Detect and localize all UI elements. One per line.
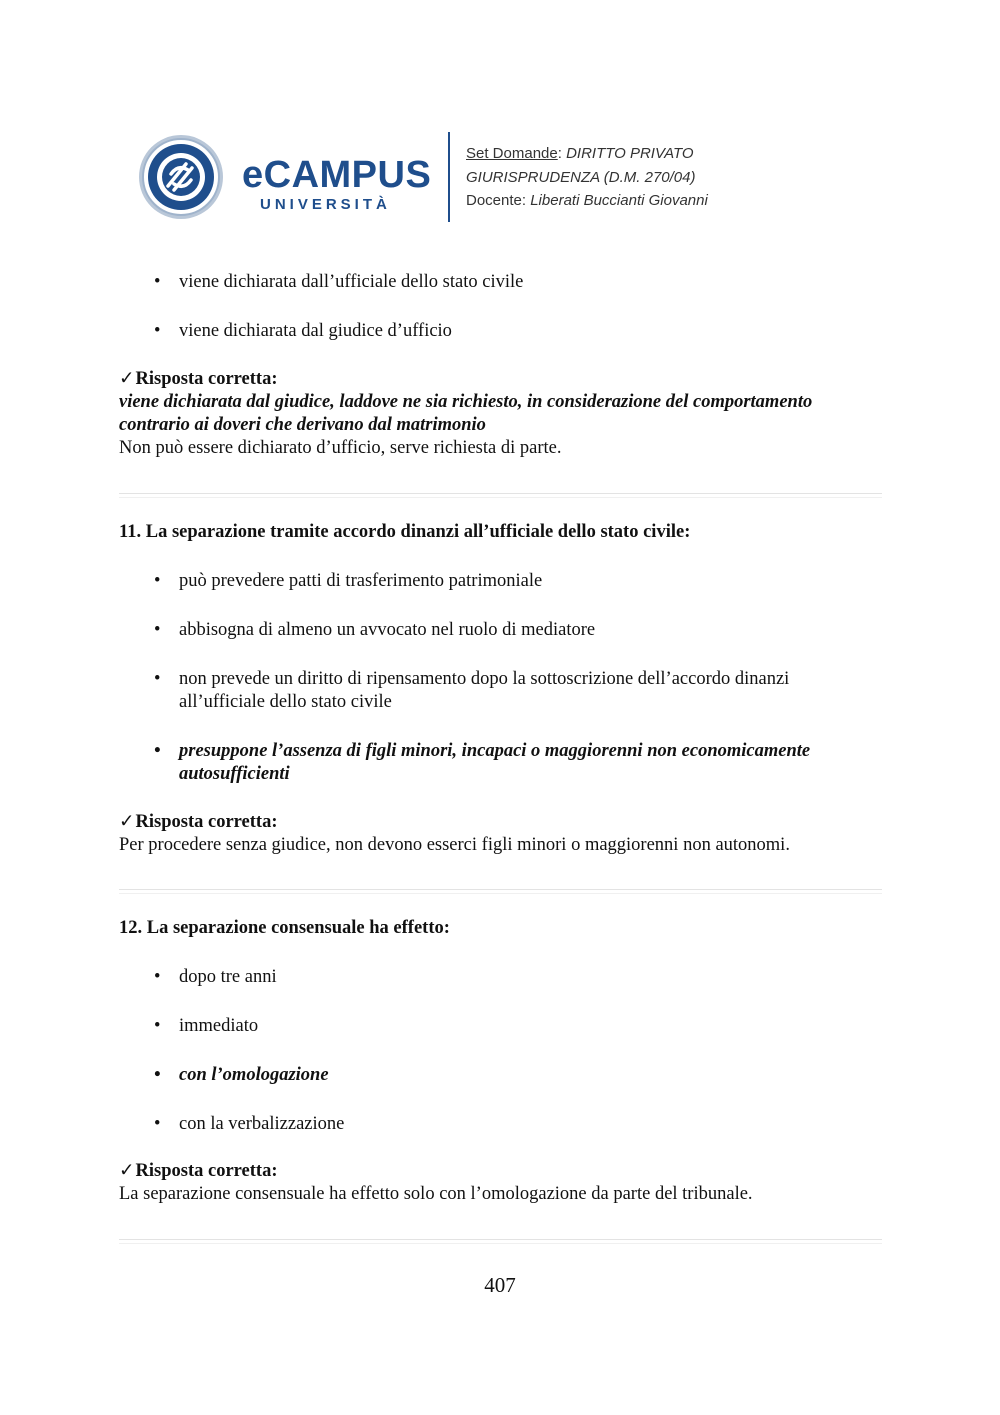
- bullet-icon: •: [154, 272, 161, 292]
- teacher-line: Docente: Liberati Buccianti Giovanni: [466, 192, 708, 209]
- list-item-correct: presuppone l’assenza di figli minori, incapaci o maggiorenni non economicamente autosufficienti: [179, 741, 811, 784]
- bullet-icon: •: [154, 967, 161, 987]
- separator: [119, 493, 882, 498]
- list-item: immediato: [179, 1016, 259, 1036]
- question-title: 12. La separazione consensuale ha effetto:: [119, 918, 450, 938]
- list-item: dopo tre anni: [179, 967, 277, 987]
- answer-label: Risposta corretta:: [135, 1161, 278, 1181]
- logo-subtitle: UNIVERSITÀ: [260, 196, 391, 213]
- checkmark-icon: ✓: [119, 369, 135, 389]
- page-header: [138, 132, 778, 224]
- header-info: [466, 142, 708, 213]
- list-item: viene dichiarata dall’ufficiale dello stato civile: [179, 272, 524, 292]
- explanation-text: Non può essere dichiarato d’ufficio, serve richiesta di parte.: [119, 438, 562, 458]
- bullet-icon: •: [154, 669, 161, 689]
- bullet-icon: •: [154, 741, 161, 761]
- bullet-icon: •: [154, 571, 161, 591]
- answer-label: Risposta corretta:: [135, 812, 278, 832]
- set-value: DIRITTO PRIVATO: [566, 145, 694, 162]
- set-label: Set Domande: [466, 145, 558, 162]
- bullet-icon: •: [154, 1016, 161, 1036]
- teacher-label: Docente: [466, 192, 522, 209]
- set-line: Set Domande: DIRITTO PRIVATO: [466, 145, 694, 162]
- answer-label: Risposta corretta:: [135, 369, 278, 389]
- logo-wordmark: eCAMPUS: [242, 154, 432, 196]
- answer-heading: [119, 1160, 277, 1183]
- university-seal-icon: [138, 134, 224, 220]
- list-item: può prevedere patti di trasferimento patrimoniale: [179, 571, 543, 591]
- checkmark-icon: ✓: [119, 812, 135, 832]
- list-item: non prevede un diritto di ripensamento dopo la sottoscrizione dell’accordo dinanzi all’ufficiale dello stato civile: [179, 669, 790, 712]
- bullet-icon: •: [154, 1114, 161, 1134]
- bullet-icon: •: [154, 620, 161, 640]
- list-item: con la verbalizzazione: [179, 1114, 345, 1134]
- answer-heading: [119, 368, 277, 391]
- checkmark-icon: ✓: [119, 1161, 135, 1181]
- bullet-icon: •: [154, 1065, 161, 1085]
- teacher-value: Liberati Buccianti Giovanni: [530, 192, 708, 209]
- answer-heading: [119, 811, 277, 834]
- bullet-icon: •: [154, 321, 161, 341]
- correct-answer-text: viene dichiarata dal giudice, laddove ne sia richiesto, in considerazione del comportamento contrario ai doveri che derivano dal matrimonio: [119, 392, 813, 435]
- brand-logo: [242, 156, 442, 216]
- separator: [119, 1239, 882, 1244]
- list-item: viene dichiarata dal giudice d’ufficio: [179, 321, 452, 341]
- question-title: 11. La separazione tramite accordo dinanzi all’ufficiale dello stato civile:: [119, 522, 691, 542]
- list-item-correct: con l’omologazione: [179, 1065, 329, 1085]
- list-item: abbisogna di almeno un avvocato nel ruolo di mediatore: [179, 620, 596, 640]
- explanation-text: La separazione consensuale ha effetto solo con l’omologazione da parte del tribunale.: [119, 1184, 753, 1204]
- course-value: GIURISPRUDENZA (D.M. 270/04): [466, 168, 696, 186]
- header-divider: [448, 132, 450, 222]
- explanation-text: Per procedere senza giudice, non devono esserci figli minori o maggiorenni non autonomi.: [119, 835, 790, 855]
- page-number: 407: [484, 1273, 516, 1297]
- separator: [119, 889, 882, 894]
- course-line: [466, 166, 708, 190]
